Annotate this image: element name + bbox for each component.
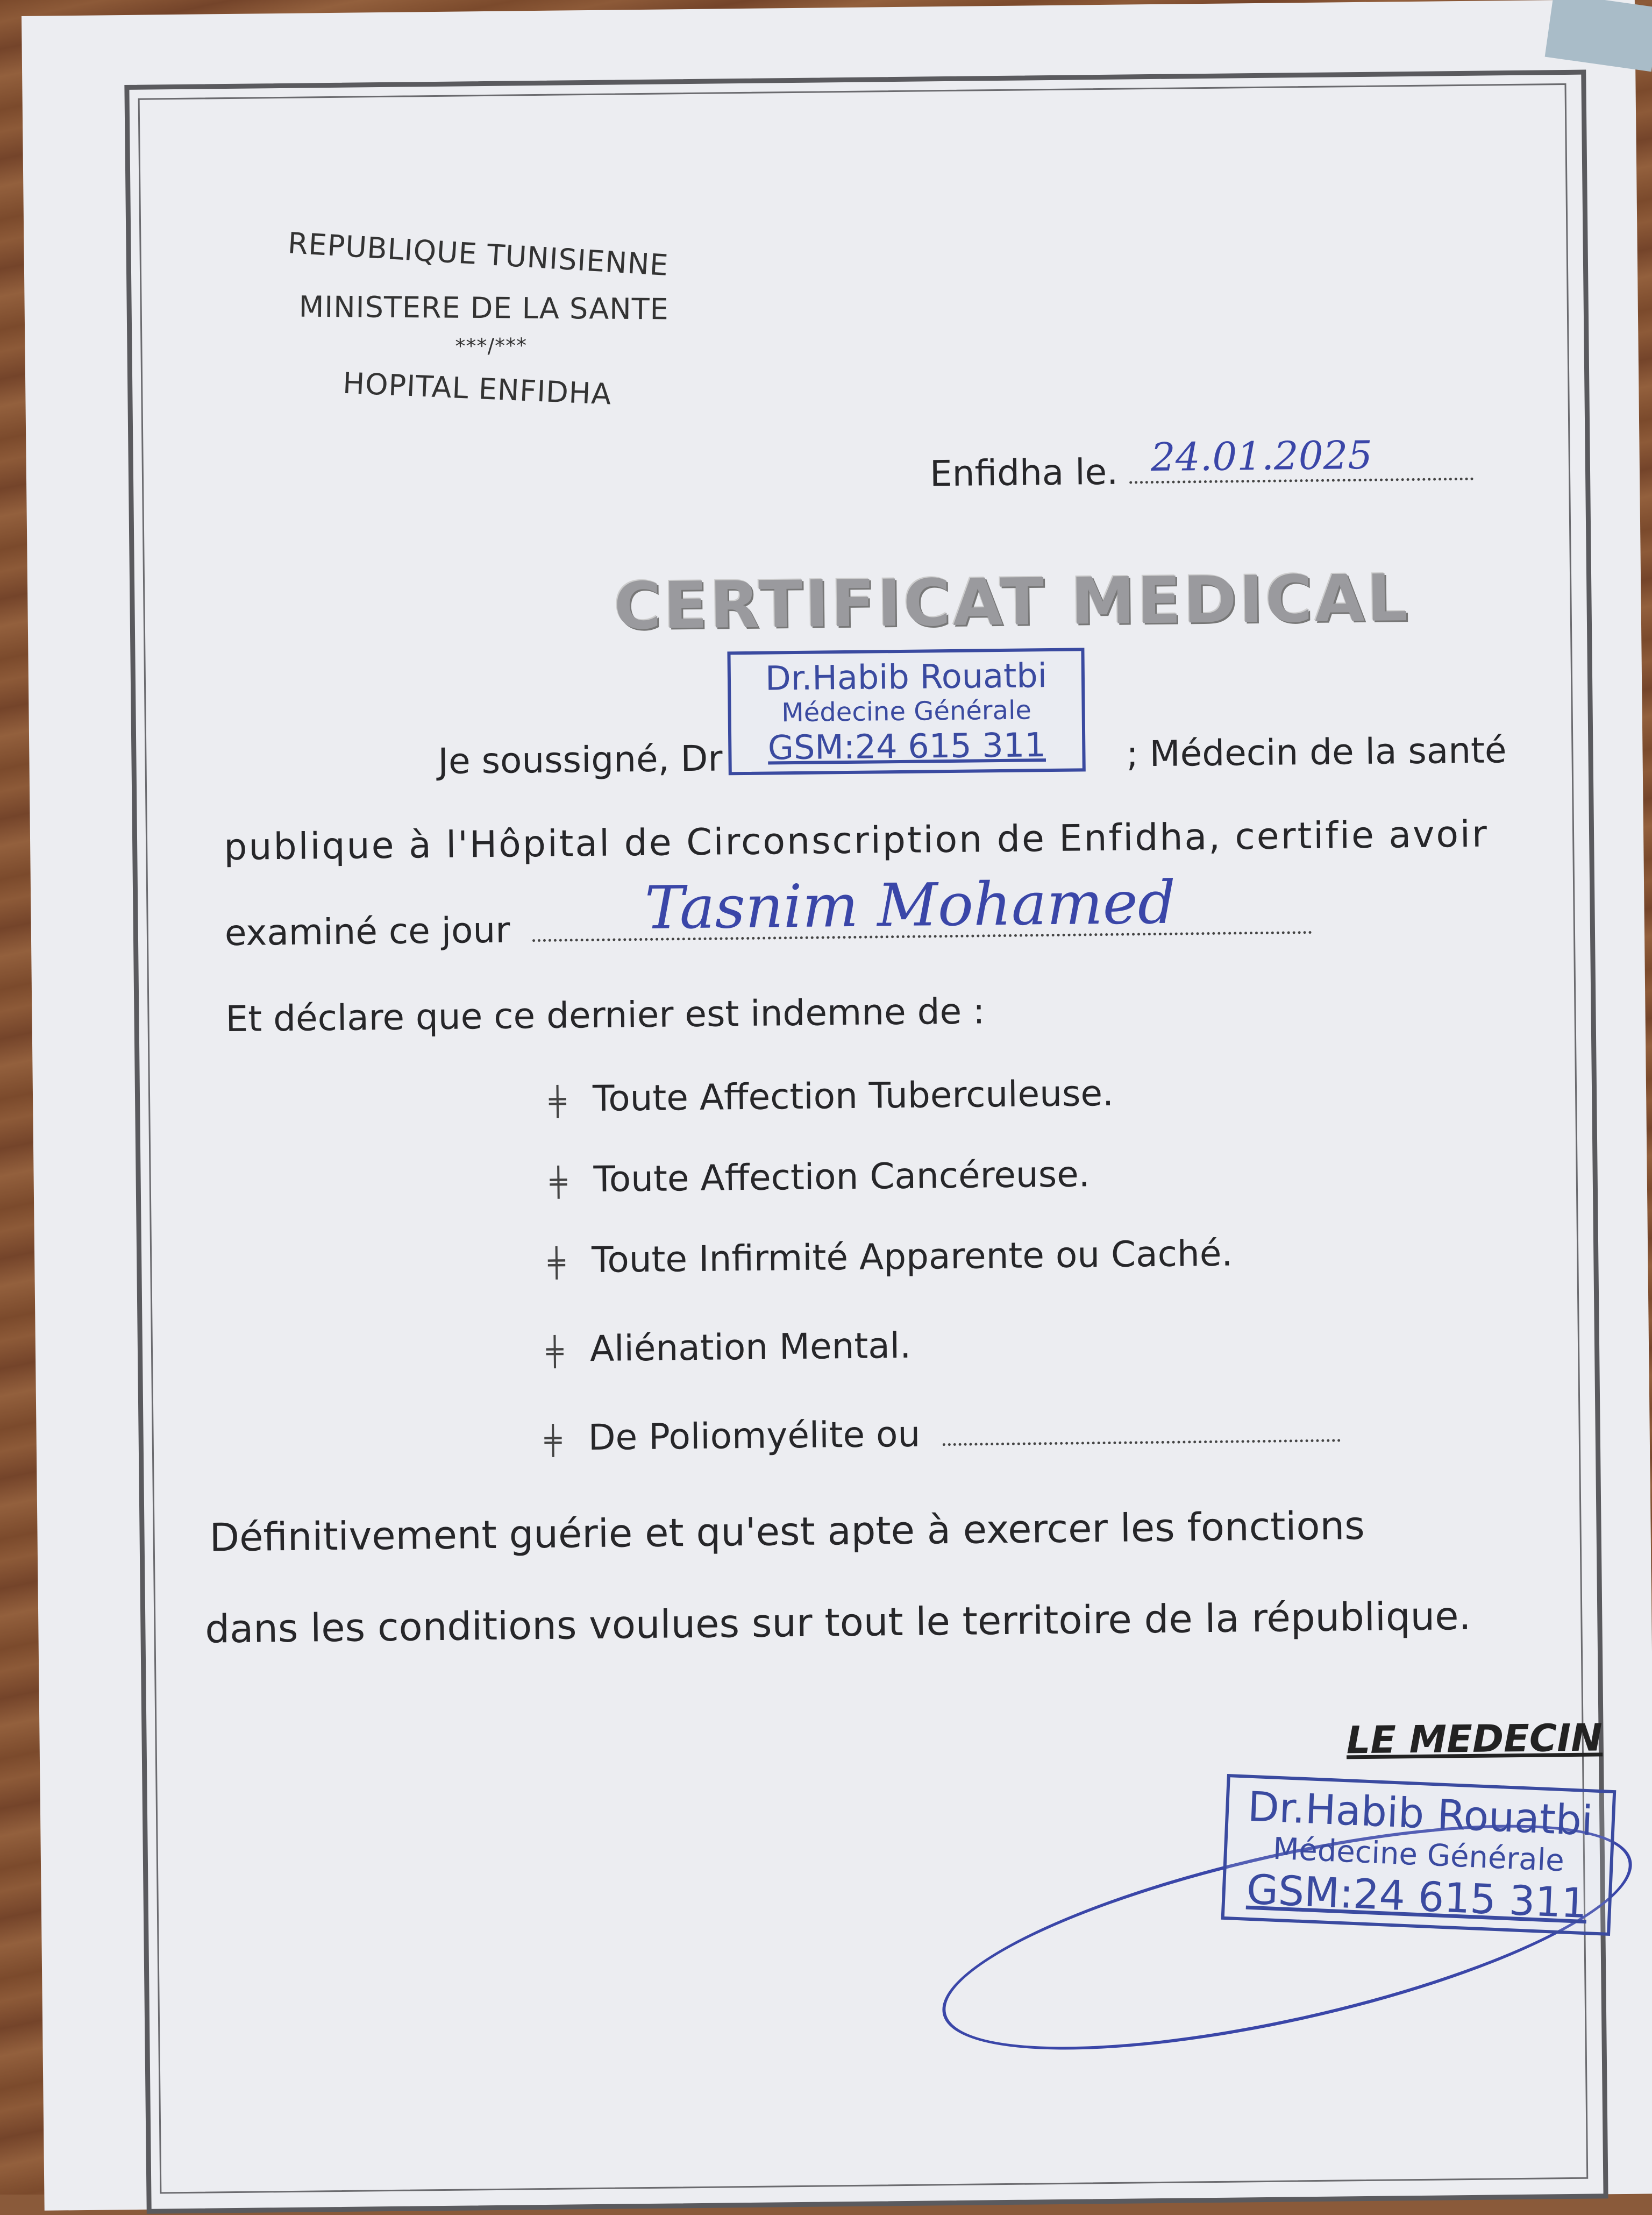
condition-item <box>550 1153 1090 1201</box>
conclusion-line-2: dans les conditions voulues sur tout le territoire de la république. <box>204 1593 1471 1652</box>
certificate-paper <box>22 0 1652 2211</box>
signature-label: LE MEDECIN <box>1346 1715 1603 1763</box>
cross-bullet-icon: ╪ <box>544 1424 562 1457</box>
doctor-stamp-top <box>727 648 1085 775</box>
stamp-doctor-name: Dr.Habib Rouatbi <box>765 656 1048 698</box>
date-line <box>929 432 1474 495</box>
header-ministry: MINISTERE DE LA SANTE <box>298 289 669 326</box>
date-handwritten: 24.01.2025 <box>1150 432 1373 480</box>
condition-label: Toute Infirmité Apparente ou Caché. <box>591 1232 1233 1281</box>
doctor-stamp-bottom <box>1221 1774 1617 1936</box>
condition-label: Toute Affection Tuberculeuse. <box>592 1072 1114 1119</box>
date-dotted-line <box>1129 432 1473 484</box>
body-line-2: publique à l'Hôpital de Circonscription de Enfidha, certifie avoir <box>223 813 1489 869</box>
stamp-specialty: Médecine Générale <box>1272 1831 1565 1879</box>
date-label: Enfidha le. <box>929 451 1119 495</box>
header-hospital: HOPITAL ENFIDHA <box>342 366 613 411</box>
body-line-1-start: Je soussigné, Dr <box>438 737 723 782</box>
cross-bullet-icon: ╪ <box>548 1247 565 1280</box>
stamp-specialty: Médecine Générale <box>781 695 1032 728</box>
condition-label: De Poliomyélite ou <box>588 1413 921 1459</box>
body-line-4: Et déclare que ce dernier est indemne de : <box>225 990 985 1040</box>
condition-item <box>546 1325 912 1370</box>
condition-label: Aliénation Mental. <box>589 1324 912 1370</box>
stamp-phone: GSM:24 615 311 <box>767 725 1046 768</box>
header-separator: ***/*** <box>455 333 528 358</box>
stamp-doctor-name: Dr.Habib Rouatbi <box>1247 1782 1594 1845</box>
condition-item <box>548 1233 1233 1281</box>
examined-label: examiné ce jour <box>224 909 510 954</box>
cross-bullet-icon: ╪ <box>550 1166 567 1199</box>
cross-bullet-icon: ╪ <box>546 1336 564 1368</box>
patient-name-handwritten: Tasnim Mohamed <box>644 868 1176 942</box>
condition-label: Toute Affection Cancéreuse. <box>593 1153 1091 1200</box>
stamp-phone: GSM:24 615 311 <box>1245 1865 1589 1928</box>
body-line-1-end: ; Médecin de la santé <box>1126 729 1507 775</box>
header-republic: REPUBLIQUE TUNISIENNE <box>287 226 670 283</box>
cross-bullet-icon: ╪ <box>549 1085 566 1118</box>
conclusion-line-1: Définitivement guérie et qu'est apte à exercer les fonctions <box>209 1503 1365 1560</box>
patient-dotted-line <box>532 868 1312 942</box>
condition-item <box>544 1409 1340 1458</box>
polio-dotted-line <box>942 1433 1340 1446</box>
condition-item <box>549 1073 1114 1120</box>
certificate-title: CERTIFICAT MEDICAL <box>613 561 1411 644</box>
